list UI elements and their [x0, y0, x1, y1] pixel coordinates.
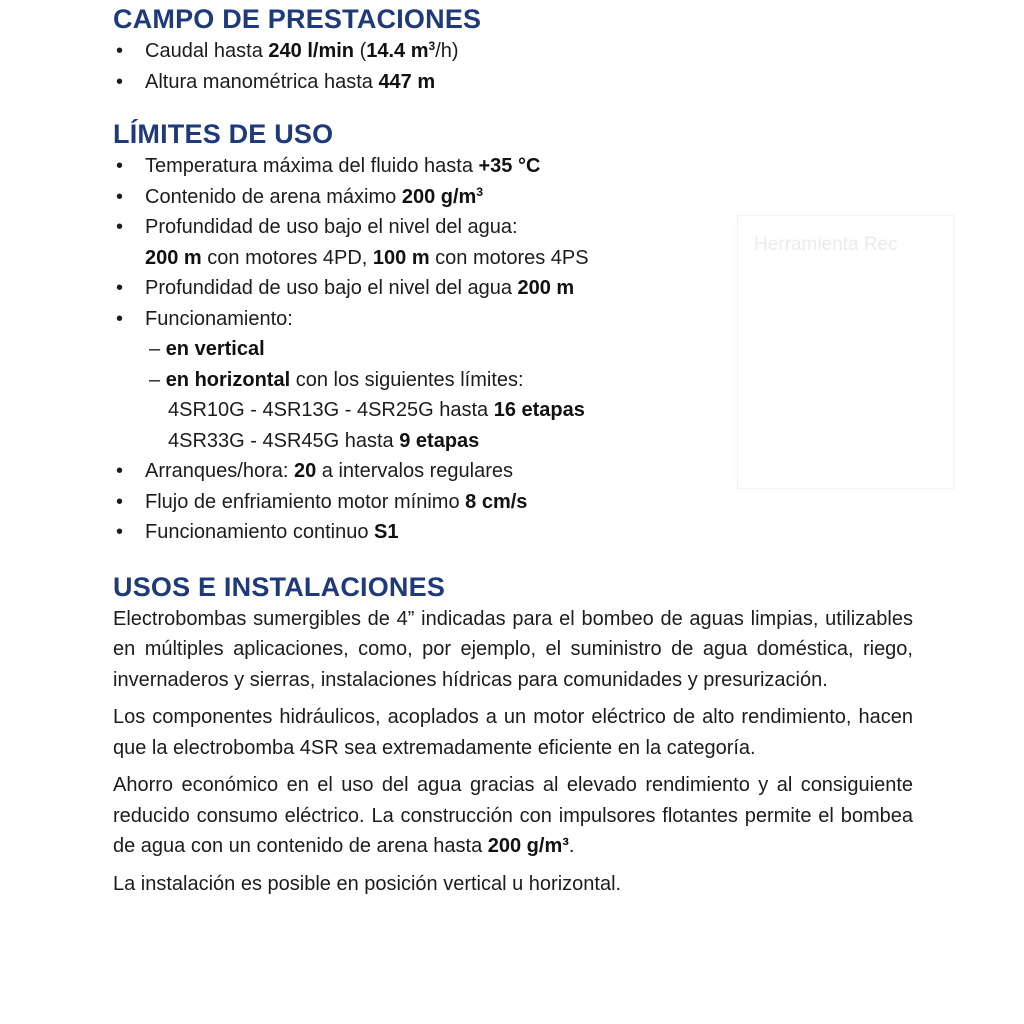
models-line-2: 4SR33G - 4SR45G hasta 9 etapas — [168, 429, 480, 452]
paragraph-componentes: Los componentes hidráulicos, acoplados a un motor eléctrico de alto rendimiento, hacen que la electrobomba 4SR sea extremadamente eficiente en la categoría. — [113, 706, 913, 759]
list-item-arena: • Contenido de arena máximo 200 $g/m^3$ — [113, 182, 933, 213]
heading-usos-e-instalaciones: USOS E INSTALACIONES — [113, 571, 446, 602]
caudal-m3: 14.4 $m^3$ — [366, 39, 436, 62]
paragraph-usos: Electrobombas sumergibles de 4” indicadas para el bombeo de aguas limpias, utilizables en múltiples aplicaciones, como, por ejemplo, el suministro de agua doméstica, riego, invernaderos y sierras, instalaciones hídricas para comunidades y presurización. — [113, 607, 913, 691]
paragraph-ahorro: Ahorro económico en el uso del agua gracias al elevado rendimiento y al consiguiente reducido consumo eléctrico. La construcción con impulsores flotantes permite el bombea de agua con un contenido de arena hasta 200 g/m³. — [113, 774, 913, 857]
bullet-icon: • — [116, 185, 124, 208]
bullet-icon: • — [116, 490, 124, 513]
dash-icon: – — [149, 368, 161, 391]
list-item-continuo: • Funcionamiento continuo S1 — [113, 517, 933, 548]
bullet-icon: • — [116, 216, 124, 238]
bullet-icon: • — [116, 460, 124, 482]
paragraph-instalacion: La instalación es posible en posición vertical u horizontal. — [113, 872, 622, 895]
heading-limites-de-uso: LÍMITES DE USO — [113, 119, 334, 149]
list-item-caudal: • Caudal hasta 240 l/min (14.4 $m^3/h$) — [113, 36, 933, 67]
bullet-icon: • — [116, 307, 124, 330]
bullet-icon: • — [116, 521, 124, 543]
list-item-flujo: • Flujo de enfriamiento motor mínimo 8 cm/s — [113, 487, 933, 518]
list-item-profundidad: • Profundidad de uso bajo el nivel del agua 200 m — [113, 273, 933, 304]
list-item-profundidad-motores: • Profundidad de uso bajo el nivel del agua: 200 m con motores 4PD, 100 m con motores 4PS — [113, 212, 933, 273]
faded-tool-panel — [737, 215, 954, 489]
prestaciones-list — [113, 36, 933, 97]
sub-item-vertical: – en vertical — [149, 338, 265, 360]
list-item-arranques: • Arranques/hora: 20 a intervalos regulares — [113, 456, 933, 487]
models-line-1: 4SR10G - 4SR13G - 4SR25G hasta 16 etapas — [168, 399, 585, 421]
sub-item-horizontal: – en horizontal con los siguientes límites: — [149, 368, 524, 391]
list-item-temperatura: • Temperatura máxima del fluido hasta +35 °C — [113, 151, 933, 182]
heading-campo-de-prestaciones: CAMPO DE PRESTACIONES — [113, 4, 482, 34]
bullet-icon: • — [116, 155, 124, 177]
list-item-altura: • Altura manométrica hasta 447 m — [113, 67, 933, 98]
bullet-icon: • — [116, 277, 124, 299]
list-item-funcionamiento: • Funcionamiento: — [113, 304, 933, 335]
faded-tool-label: Herramienta Rec — [754, 234, 898, 255]
dash-icon: – — [149, 338, 161, 360]
bullet-icon: • — [116, 70, 124, 93]
bullet-icon: • — [116, 40, 124, 62]
